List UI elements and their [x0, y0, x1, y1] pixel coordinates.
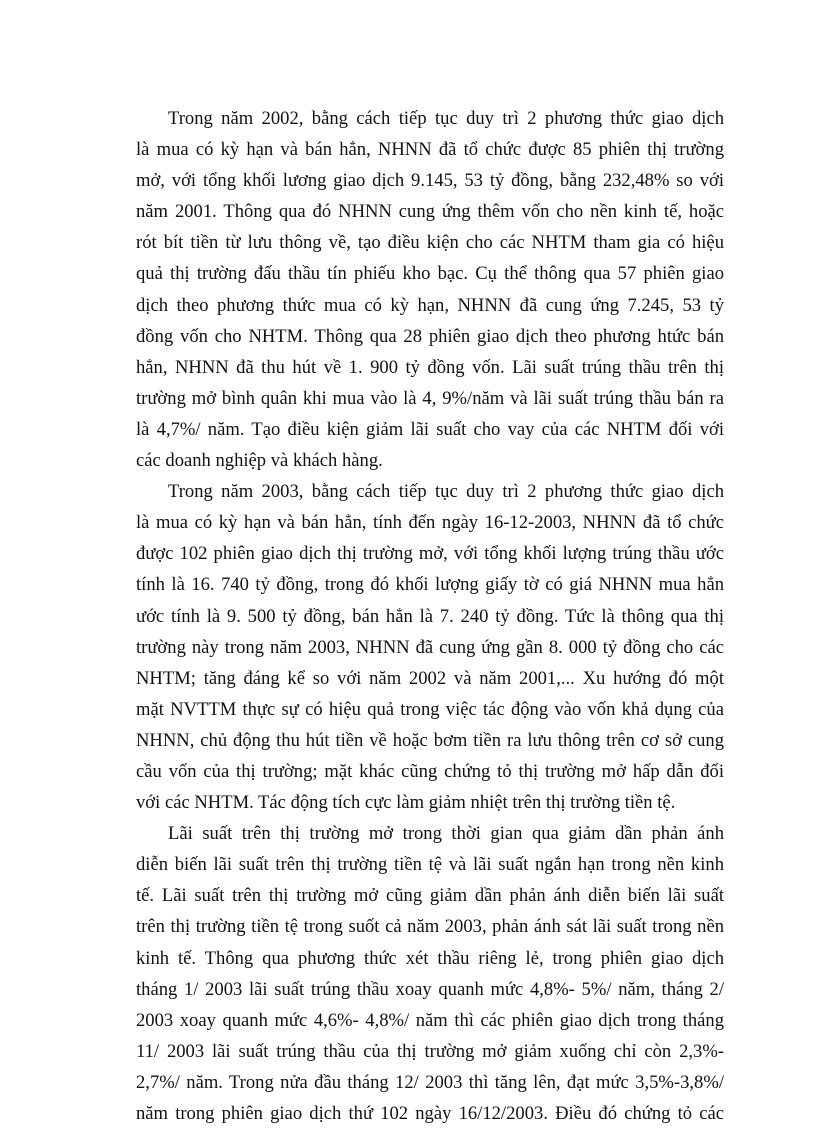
text-line: kinh tế. Thông qua phương thức xét thầu riêng lẻ, trong phiên giao dịch	[136, 947, 724, 969]
text-line: tháng 1/ 2003 lãi suất trúng thầu xoay quanh mức 4,8%- 5%/ năm, tháng 2/	[136, 978, 724, 1000]
text-line: NHTM; tăng đáng kể so với năm 2002 và năm 2001,... Xu hướng đó một	[136, 667, 724, 689]
text-line: tính là 16. 740 tỷ đồng, trong đó khối lượng giấy tờ có giá NHNN mua hẳn	[136, 574, 724, 596]
text-line: là mua có kỳ hạn và bán hẳn, tính đến ngày 16-12-2003, NHNN đã tổ chức	[136, 512, 724, 534]
text-line: 2003 xoay quanh mức 4,6%- 4,8%/ năm thì các phiên giao dịch trong tháng	[136, 1009, 724, 1031]
paragraph-2002	[136, 103, 724, 476]
text-line: với các NHTM. Tác động tích cực làm giảm nhiệt trên thị trường tiền tệ.	[136, 792, 676, 814]
text-line: mặt NVTTM thực sự có hiệu quả trong việc tác động vào vốn khả dụng của	[136, 698, 724, 720]
text-line: trên thị trường tiền tệ trong suốt cả năm 2003, phản ánh sát lãi suất trong nền	[136, 916, 724, 938]
text-line: 11/ 2003 lãi suất trúng thầu của thị trường mở giảm xuống chỉ còn 2,3%-	[136, 1040, 724, 1062]
text-line: tế. Lãi suất trên thị trường mở cũng giảm dần phản ánh diễn biến lãi suất	[136, 885, 724, 907]
text-line: các doanh nghiệp và khách hàng.	[136, 450, 383, 472]
body-text	[136, 103, 724, 1129]
text-line: hẳn, NHNN đã thu hút về 1. 900 tỷ đồng vốn. Lãi suất trúng thầu trên thị	[136, 356, 724, 378]
text-line: năm 2001. Thông qua đó NHNN cung ứng thêm vốn cho nền kinh tế, hoặc	[136, 201, 724, 223]
text-line: đồng vốn cho NHTM. Thông qua 28 phiên giao dịch theo phương htức bán	[136, 325, 724, 347]
text-line: Lãi suất trên thị trường mở trong thời gian qua giảm dần phản ánh	[168, 823, 724, 845]
text-line: là mua có kỳ hạn và bán hẳn, NHNN đã tổ chức được 85 phiên thị trường	[136, 139, 724, 161]
text-line: trường mở bình quân khi mua vào là 4, 9%/năm và lãi suất trúng thầu bán ra	[136, 387, 724, 409]
text-line: ước tính là 9. 500 tỷ đồng, bán hẳn là 7. 240 tỷ đồng. Tức là thông qua thị	[136, 605, 724, 627]
text-line: 2,7%/ năm. Trong nửa đầu tháng 12/ 2003 thì tăng lên, đạt mức 3,5%-3,8%/	[136, 1071, 724, 1093]
text-line: trường này trong năm 2003, NHNN đã cung ứng gần 8. 000 tỷ đồng cho các	[136, 636, 724, 658]
paragraph-interest-rates	[136, 818, 724, 1129]
text-line: năm trong phiên giao dịch thứ 102 ngày 16/12/2003. Điều đó chứng tỏ các	[136, 1103, 724, 1124]
text-line: diễn biến lãi suất trên thị trường tiền tệ và lãi suất ngắn hạn trong nền kinh	[136, 854, 724, 876]
text-line: mở, với tổng khối lương giao dịch 9.145, 53 tỷ đồng, bằng 232,48% so với	[136, 170, 724, 192]
text-line: Trong năm 2003, bằng cách tiếp tục duy trì 2 phương thức giao dịch	[168, 481, 724, 503]
text-line: cầu vốn của thị trường; mặt khác cũng chứng tỏ thị trường mở hấp dẫn đối	[136, 760, 724, 782]
text-line: dịch theo phương thức mua có kỳ hạn, NHNN đã cung ứng 7.245, 53 tỷ	[136, 294, 724, 316]
text-line: là 4,7%/ năm. Tạo điều kiện giảm lãi suất cho vay của các NHTM đối với	[136, 418, 724, 440]
text-line: quả thị trường đấu thầu tín phiếu kho bạc. Cụ thể thông qua 57 phiên giao	[136, 263, 724, 285]
text-line: NHNN, chủ động thu hút tiền về hoặc bơm tiền ra lưu thông trên cơ sở cung	[136, 729, 724, 751]
text-line: Trong năm 2002, bằng cách tiếp tục duy trì 2 phương thức giao dịch	[168, 108, 724, 129]
text-line: được 102 phiên giao dịch thị trường mở, với tổng khối lượng trúng thầu ước	[136, 543, 724, 565]
text-line: rót bít tiền từ lưu thông về, tạo điều kiện cho các NHTM tham gia có hiệu	[136, 232, 724, 254]
paragraph-2003	[136, 476, 724, 818]
